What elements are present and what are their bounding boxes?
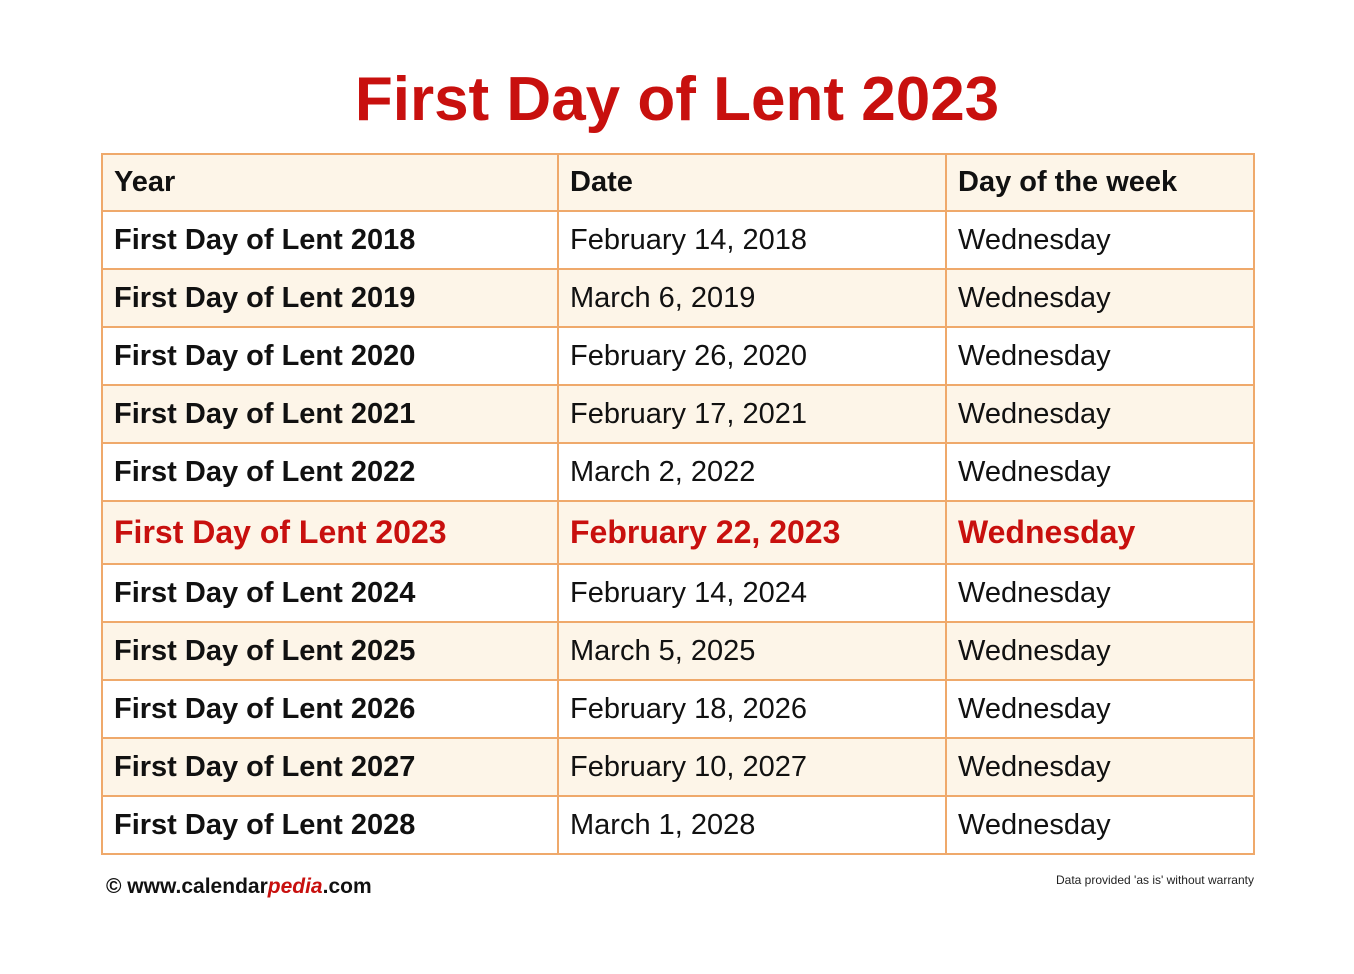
weekday-cell: Wednesday	[946, 385, 1254, 443]
year-cell: First Day of Lent 2028	[102, 796, 558, 854]
brand-text: pedia	[267, 875, 323, 898]
date-cell: February 14, 2018	[558, 211, 946, 269]
page-title: First Day of Lent 2023	[354, 65, 1000, 134]
lent-dates-table	[101, 153, 1255, 855]
weekday-cell: Wednesday	[946, 269, 1254, 327]
date-cell: February 26, 2020	[558, 327, 946, 385]
weekday-cell: Wednesday	[946, 622, 1254, 680]
table-row	[102, 327, 1254, 385]
year-cell: First Day of Lent 2027	[102, 738, 558, 796]
date-cell: March 6, 2019	[558, 269, 946, 327]
date-cell: February 18, 2026	[558, 680, 946, 738]
date-cell: March 2, 2022	[558, 443, 946, 501]
year-cell: First Day of Lent 2023	[102, 501, 558, 564]
header-day-of-week: Day of the week	[946, 154, 1254, 211]
date-cell: March 1, 2028	[558, 796, 946, 854]
table-row-current-year	[102, 501, 1254, 564]
disclaimer-text: Data provided 'as is' without warranty	[1055, 873, 1254, 887]
table-row	[102, 443, 1254, 501]
table-row	[102, 738, 1254, 796]
weekday-cell: Wednesday	[946, 327, 1254, 385]
date-cell: February 22, 2023	[558, 501, 946, 564]
year-cell: First Day of Lent 2025	[102, 622, 558, 680]
table-row	[102, 269, 1254, 327]
weekday-cell: Wednesday	[946, 564, 1254, 622]
weekday-cell: Wednesday	[946, 211, 1254, 269]
year-cell: First Day of Lent 2021	[102, 385, 558, 443]
domain-suffix: .com	[322, 875, 372, 898]
table-row	[102, 385, 1254, 443]
copyright-text: © www.calendar	[106, 875, 268, 898]
table-row	[102, 680, 1254, 738]
table-header-row	[102, 154, 1254, 211]
date-cell: February 17, 2021	[558, 385, 946, 443]
year-cell: First Day of Lent 2020	[102, 327, 558, 385]
year-cell: First Day of Lent 2024	[102, 564, 558, 622]
date-cell: March 5, 2025	[558, 622, 946, 680]
header-year: Year	[102, 154, 558, 211]
table-row	[102, 622, 1254, 680]
date-cell: February 14, 2024	[558, 564, 946, 622]
weekday-cell: Wednesday	[946, 501, 1254, 564]
year-cell: First Day of Lent 2018	[102, 211, 558, 269]
table-row	[102, 564, 1254, 622]
table-row	[102, 796, 1254, 854]
table-row	[102, 211, 1254, 269]
date-cell: February 10, 2027	[558, 738, 946, 796]
header-date: Date	[558, 154, 946, 211]
weekday-cell: Wednesday	[946, 443, 1254, 501]
year-cell: First Day of Lent 2022	[102, 443, 558, 501]
year-cell: First Day of Lent 2026	[102, 680, 558, 738]
year-cell: First Day of Lent 2019	[102, 269, 558, 327]
weekday-cell: Wednesday	[946, 738, 1254, 796]
weekday-cell: Wednesday	[946, 680, 1254, 738]
copyright-link[interactable]	[106, 875, 372, 899]
weekday-cell: Wednesday	[946, 796, 1254, 854]
